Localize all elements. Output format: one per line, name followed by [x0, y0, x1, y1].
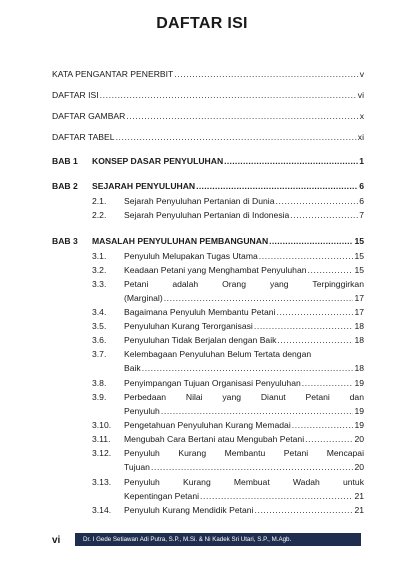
- toc-page-number: x: [359, 111, 364, 121]
- toc-entry-label: KATA PENGANTAR PENERBIT: [52, 69, 174, 79]
- section-number: 2.1.: [92, 196, 107, 206]
- toc-section-label: Pengetahuan Penyuluhan Kurang Memadai: [124, 420, 291, 430]
- toc-section-3-7[interactable]: [124, 363, 364, 374]
- dot-leader: [161, 406, 354, 417]
- toc-section-3-10[interactable]: [124, 420, 364, 431]
- toc-section-3-2[interactable]: [124, 265, 364, 276]
- dot-leader: [290, 210, 358, 221]
- toc-page-number: 17: [354, 293, 364, 303]
- toc-page-number: 21: [354, 505, 364, 515]
- toc-section-label-line2: Tujuan: [124, 462, 150, 472]
- toc-section-label-line1: Penyuluh Kurang Membuat Wadah untuk: [124, 477, 364, 487]
- dot-leader: [100, 90, 357, 101]
- toc-chapter-label: MASALAH PENYULUHAN PEMBANGUNAN: [92, 236, 269, 246]
- toc-page-number: 1: [359, 156, 364, 166]
- dot-leader: [224, 156, 358, 167]
- dot-leader: [254, 505, 353, 516]
- dot-leader: [164, 293, 354, 304]
- dot-leader: [142, 363, 354, 374]
- section-number: 3.2.: [92, 265, 107, 275]
- toc-page-number: 17: [354, 307, 364, 317]
- section-number: 2.2.: [92, 210, 107, 220]
- toc-page-number: 20: [354, 462, 364, 472]
- toc-section-label-line2: Baik: [124, 363, 141, 373]
- toc-chapter-1[interactable]: [92, 156, 364, 167]
- toc-page-number: xi: [357, 132, 364, 142]
- toc-section-3-6[interactable]: [124, 335, 364, 346]
- toc-page-number: 7: [359, 210, 364, 220]
- section-number: 3.6.: [92, 335, 107, 345]
- toc-section-3-8[interactable]: [124, 378, 364, 389]
- toc-page-number: 19: [354, 406, 364, 416]
- dot-leader: [302, 378, 354, 389]
- toc-entry-daftar-tabel[interactable]: [52, 132, 364, 143]
- chapter-number: BAB 3: [52, 236, 78, 246]
- footer-authors-bar: Dr. I Gede Setiawan Adi Putra, S.P., M.Si. & Ni Kadek Sri Utari, S.P., M.Agb.: [75, 533, 361, 546]
- chapter-number: BAB 1: [52, 156, 78, 166]
- toc-section-3-11[interactable]: [124, 434, 364, 445]
- toc-section-2-2[interactable]: [124, 210, 364, 221]
- dot-leader: [269, 236, 353, 247]
- toc-page-number: 15: [354, 251, 364, 261]
- toc-chapter-2[interactable]: [92, 181, 364, 192]
- section-number: 3.4.: [92, 307, 107, 317]
- page-title: DAFTAR ISI: [156, 15, 248, 32]
- toc-section-3-13[interactable]: [124, 491, 364, 502]
- toc-page-number: 18: [354, 363, 364, 373]
- toc-section-label: Mengubah Cara Bertani atau Mengubah Petani: [124, 434, 305, 444]
- section-number: 3.11.: [92, 434, 111, 444]
- toc-section-label-line1: Petani adalah Orang yang Terpinggirkan: [124, 279, 364, 289]
- section-number: 3.8.: [92, 378, 107, 388]
- toc-section-label-line2: Kepentingan Petani: [124, 491, 200, 501]
- toc-section-3-5[interactable]: [124, 321, 364, 332]
- toc-page-number: 19: [354, 420, 364, 430]
- footer-page-number: vi: [52, 535, 61, 546]
- dot-leader: [200, 491, 353, 502]
- toc-section-label: Keadaan Petani yang Menghambat Penyuluhan: [124, 265, 307, 275]
- toc-page-number: 20: [354, 434, 364, 444]
- toc-section-label-line1: Kelembagaan Penyuluhan Belum Tertata dengan: [124, 349, 312, 359]
- toc-section-3-3[interactable]: [124, 293, 364, 304]
- section-number: 3.3.: [92, 279, 107, 289]
- toc-entry-kata-pengantar[interactable]: [52, 69, 364, 80]
- section-number: 3.1.: [92, 251, 107, 261]
- toc-section-2-1[interactable]: [124, 196, 364, 207]
- dot-leader: [196, 181, 358, 192]
- toc-page-number: 19: [354, 378, 364, 388]
- dot-leader: [254, 321, 354, 332]
- toc-chapter-label: SEJARAH PENYULUHAN: [92, 181, 196, 191]
- toc-page-number: 21: [354, 491, 364, 501]
- toc-page-number: v: [359, 69, 364, 79]
- toc-section-label: Penyuluhan Tidak Berjalan dengan Baik: [124, 335, 277, 345]
- toc-section-label: Bagaimana Penyuluh Membantu Petani: [124, 307, 276, 317]
- toc-page-number: 18: [354, 321, 364, 331]
- toc-section-label: Penyimpangan Tujuan Organisasi Penyuluhan: [124, 378, 301, 388]
- toc-entry-label: DAFTAR GAMBAR: [52, 111, 126, 121]
- toc-section-3-9[interactable]: [124, 406, 364, 417]
- toc-section-label: Penyuluh Kurang Mendidik Petani: [124, 505, 254, 515]
- dot-leader: [277, 335, 353, 346]
- toc-section-3-14[interactable]: [124, 505, 364, 516]
- section-number: 3.9.: [92, 392, 107, 402]
- toc-section-label: Sejarah Penyuluhan Pertanian di Dunia: [124, 196, 275, 206]
- toc-page-number: 15: [354, 236, 364, 246]
- toc-entry-label: DAFTAR ISI: [52, 90, 99, 100]
- dot-leader: [126, 111, 358, 122]
- dot-leader: [308, 265, 354, 276]
- toc-page-number: 6: [359, 196, 364, 206]
- toc-section-label-line2: (Marginal): [124, 293, 163, 303]
- toc-section-label-line1: Penyuluh Kurang Membantu Petani Mencapai: [124, 448, 364, 458]
- dot-leader: [305, 434, 353, 445]
- section-number: 3.13.: [92, 477, 112, 487]
- toc-section-label: Penyuluh Melupakan Tugas Utama: [124, 251, 258, 261]
- dot-leader: [151, 462, 353, 473]
- toc-page-number: vi: [357, 90, 364, 100]
- section-number: 3.12.: [92, 448, 112, 458]
- toc-page-number: 6: [359, 181, 364, 191]
- toc-section-label: Penyuluhan Kurang Terorganisasi: [124, 321, 253, 331]
- toc-section-3-1[interactable]: [124, 251, 364, 262]
- chapter-number: BAB 2: [52, 181, 78, 191]
- toc-page-number: 18: [354, 335, 364, 345]
- dot-leader: [276, 307, 353, 318]
- dot-leader: [116, 132, 357, 143]
- section-number: 3.14.: [92, 505, 112, 515]
- toc-section-label-line1: Perbedaan Nilai yang Dianut Petani dan: [124, 392, 364, 402]
- toc-entry-daftar-isi[interactable]: [52, 90, 364, 101]
- dot-leader: [259, 251, 354, 262]
- section-number: 3.10.: [92, 420, 112, 430]
- toc-section-3-4[interactable]: [124, 307, 364, 318]
- toc-chapter-3[interactable]: [92, 236, 364, 247]
- dot-leader: [174, 69, 358, 80]
- toc-entry-daftar-gambar[interactable]: [52, 111, 364, 122]
- toc-entry-label: DAFTAR TABEL: [52, 132, 115, 142]
- toc-section-label-line2: Penyuluh: [124, 406, 160, 416]
- section-number: 3.5.: [92, 321, 107, 331]
- toc-page-number: 15: [354, 265, 364, 275]
- toc-section-3-12[interactable]: [124, 462, 364, 473]
- dot-leader: [292, 420, 354, 431]
- section-number: 3.7.: [92, 349, 107, 359]
- dot-leader: [276, 196, 359, 207]
- toc-section-label: Sejarah Penyuluhan Pertanian di Indonesia: [124, 210, 290, 220]
- toc-chapter-label: KONSEP DASAR PENYULUHAN: [92, 156, 224, 166]
